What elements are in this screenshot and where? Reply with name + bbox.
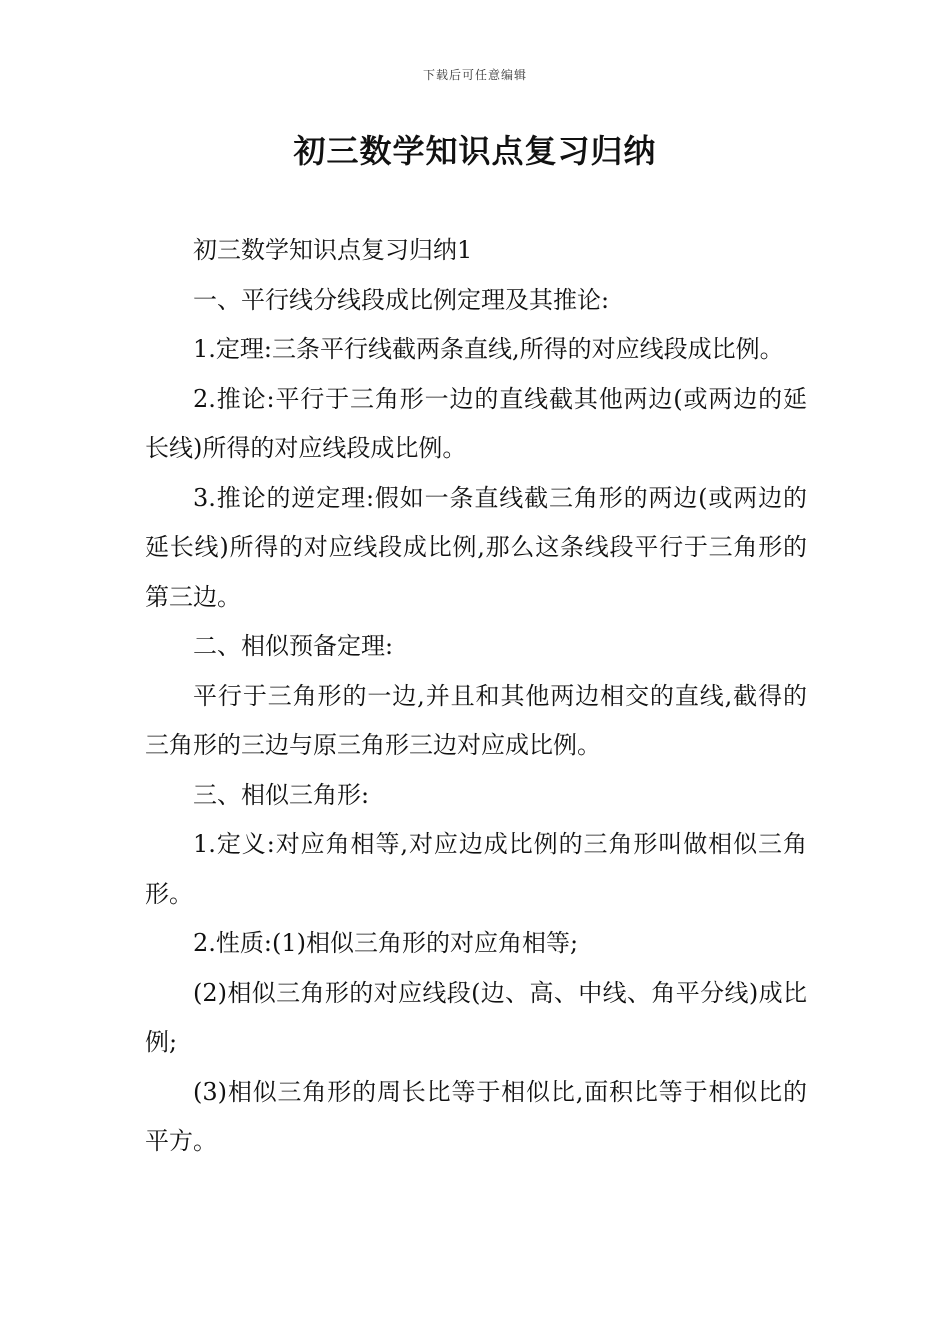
- paragraph-corollary: 2.推论:平行于三角形一边的直线截其他两边(或两边的延长线)所得的对应线段成比例。: [145, 384, 807, 462]
- paragraph-theorem: 1.定理:三条平行线截两条直线,所得的对应线段成比例。: [193, 335, 784, 363]
- document-body: [145, 226, 807, 1167]
- paragraph-heading-similar-triangles: 三、相似三角形:: [193, 780, 370, 809]
- paragraph-section-heading: 初三数学知识点复习归纳1: [193, 236, 473, 264]
- paragraph-similarity-lemma: 平行于三角形的一边,并且和其他两边相交的直线,截得的三角形的三边与原三角形三边对应成比例。: [145, 681, 807, 759]
- paragraph-property-2: (2)相似三角形的对应线段(边、高、中线、角平分线)成比例;: [145, 978, 807, 1056]
- paragraph-converse: 3.推论的逆定理:假如一条直线截三角形的两边(或两边的延长线)所得的对应线段成比例,那么这条线段平行于三角形的第三边。: [145, 483, 807, 611]
- paragraph-definition: 1.定义:对应角相等,对应边成比例的三角形叫做相似三角形。: [145, 830, 807, 908]
- paragraph-heading-parallel-lines: 一、平行线分线段成比例定理及其推论:: [193, 285, 610, 314]
- header-note: 下载后可任意编辑: [422, 68, 527, 82]
- paragraph-property-1: 2.性质:(1)相似三角形的对应角相等;: [193, 929, 579, 957]
- paragraph-property-3: (3)相似三角形的周长比等于相似比,面积比等于相似比的平方。: [145, 1077, 807, 1155]
- paragraph-heading-similarity-lemma: 二、相似预备定理:: [193, 632, 394, 660]
- document-title: 初三数学知识点复习归纳: [293, 132, 657, 170]
